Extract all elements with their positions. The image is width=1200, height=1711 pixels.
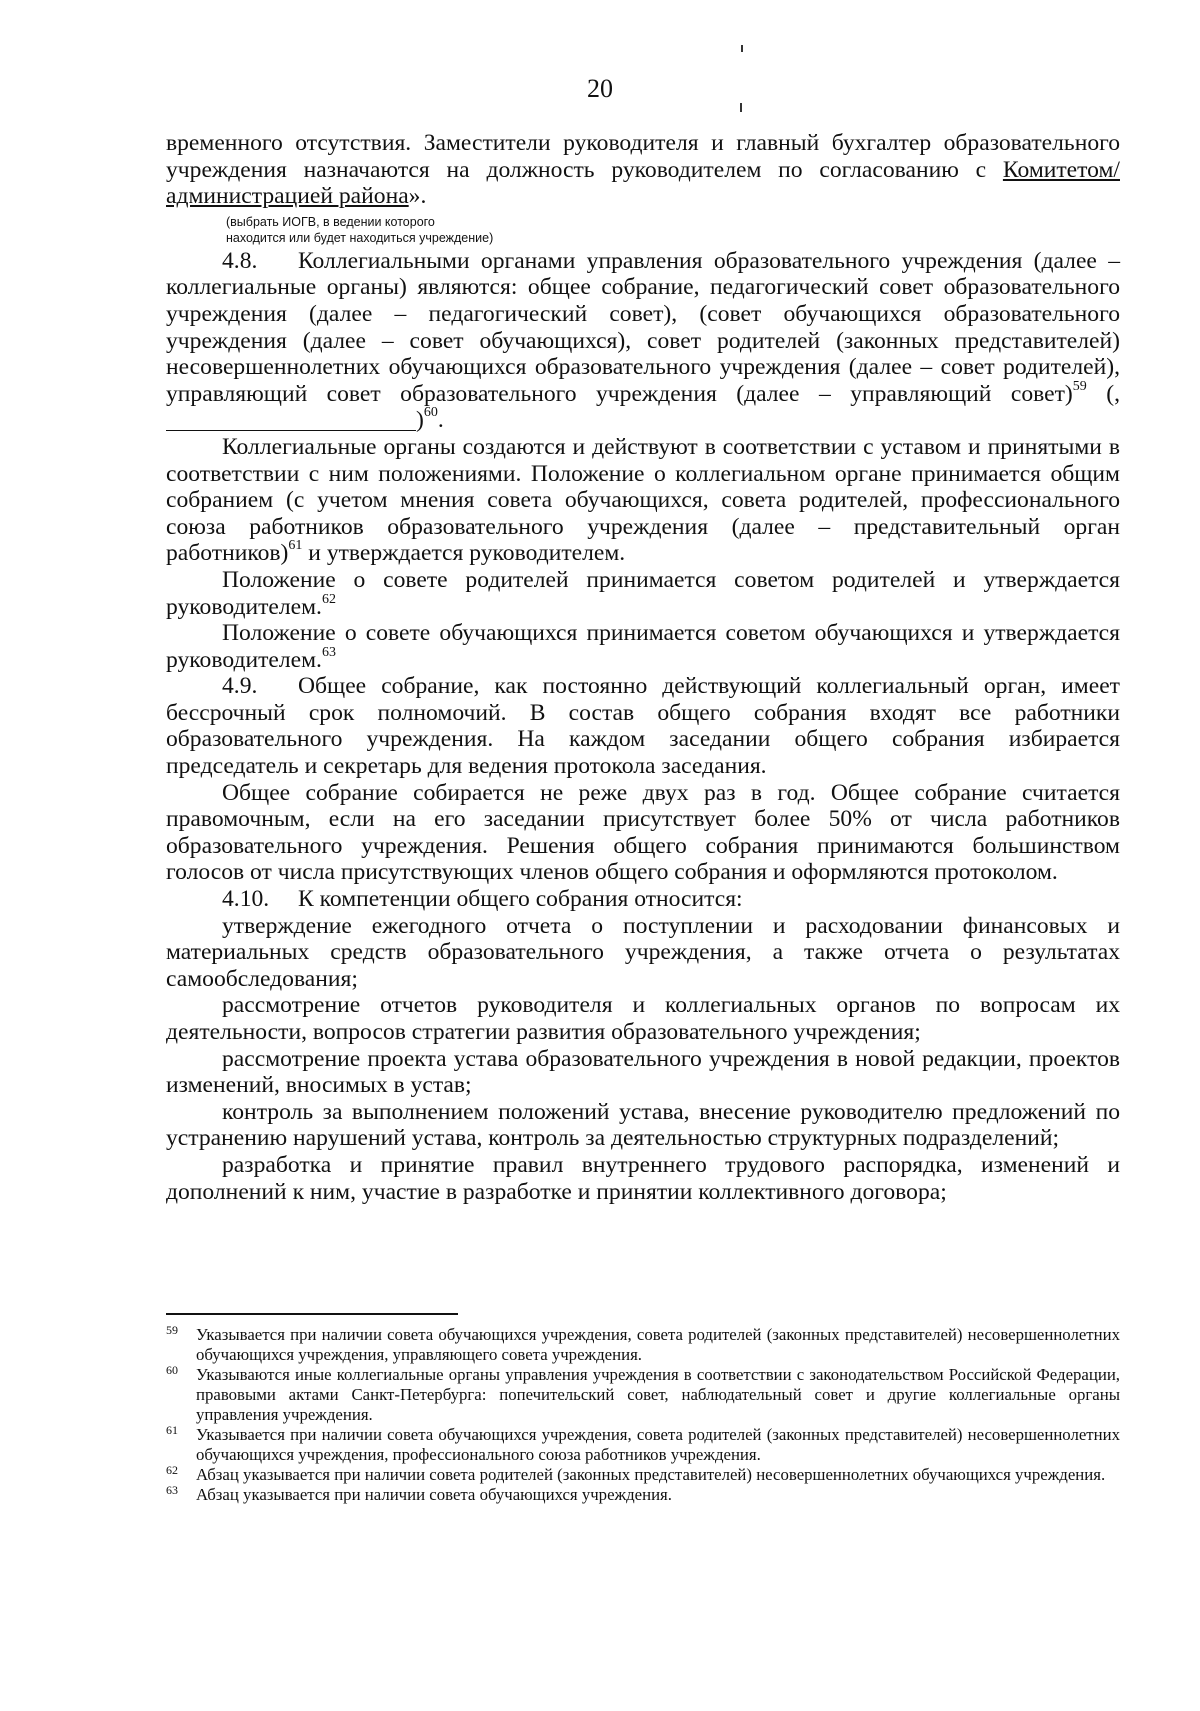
page-number: 20 [587,74,613,103]
footnote-ref: 61 [288,538,303,554]
footnote [166,1425,1120,1465]
footnote [166,1465,1120,1485]
footnote-number: 60 [166,1363,178,1377]
section-4-10: 4.10. К компетенции общего собрания относится: [222,886,743,913]
footnote-number: 63 [166,1483,178,1497]
footnote [166,1365,1120,1425]
footnote-ref: 62 [321,591,336,607]
underlined-placeholder: Комитетом/администрацией района [166,156,1120,210]
paragraph-students-council: Положение о совете обучающихся принимается советом обучающихся и утверждается руководителем.$^{63}$ [166,620,1120,673]
fill-in-blank [166,410,416,431]
footnote [166,1325,1120,1365]
footnote-ref: 59 [1072,378,1087,394]
paragraph-parents-council: Положение о совете родителей принимается советом родителей и утверждается руководителем.$^{62}$ [166,566,1120,620]
paragraph-intro: временного отсутствия. Заместители руководителя и главный бухгалтер образовательного учреждения назначаются на должность руководителем по согласованию с Комитетом/администрацией района». [166,130,1120,210]
section-4-8: 4.8. Коллегиальными органами управления образовательного учреждения (далее – коллегиальные органы) являются: общее собрание, педагогический совет образовательного учреждения (далее – педагогический совет), (совет обучающихся образовательного учреждения (далее – совет обучающихся), совет родителей (законных представителей) несовершеннолетних обучающихся образовательного учреждения (далее – совет родителей), управляющий совет образовательного учреждения (далее – управляющий совет)$^{59}$ (,)$^{60}$. [166,247,1120,434]
footnote-separator [166,1313,458,1315]
document-body [166,130,1120,1205]
footnote-number: 61 [166,1423,178,1437]
footnote-ref: 60 [423,405,438,421]
section-4-9: 4.9. Общее собрание, как постоянно действующий коллегиальный орган, имеет бессрочный срок полномочий. В состав общего собрания входят все работники образовательного учреждения. На каждом заседании общего собрания избирается председатель и секретарь для ведения протокола заседания. [166,673,1120,780]
competence-item: рассмотрение проекта устава образовательного учреждения в новой редакции, проектов изменений, вносимых в устав; [166,1045,1120,1099]
competence-item: разработка и принятие правил внутреннего трудового распорядка, изменений и дополнений к ним, участие в разработке и принятии коллективного договора; [166,1151,1120,1205]
footnote-text: Указывается при наличии совета обучающихся учреждения, совета родителей (законных представителей) несовершеннолетних обучающихся учреждения, профессионального союза работников учреждения. [196,1425,1120,1464]
footnote-number: 62 [166,1463,178,1477]
paragraph-general-meeting: Общее собрание собирается не реже двух раз в год. Общее собрание считается правомочным, если на его заседании присутствует более 50% от числа работников образовательного учреждения. Решения общего собрания принимаются большинством голосов от числа присутствующих членов общего собрания и оформляются протоколом. [166,779,1120,886]
section-number: 4.10. [222,886,270,913]
paragraph-collegial-bodies: Коллегиальные органы создаются и действуют в соответствии с уставом и принятыми в соответствии с ним положениями. Положение о коллегиальном органе принимается общим собранием (с учетом мнения совета обучающихся, совета родителей, профессионального союза работников образовательного учреждения (далее – представительный орган работников)$^{61}$ и утверждается руководителем. [166,433,1120,567]
footnote-number: 59 [166,1323,178,1337]
footnotes [166,1325,1120,1505]
competence-item: рассмотрение отчетов руководителя и коллегиальных органов по вопросам их деятельности, вопросов стратегии развития образовательного учреждения; [166,992,1120,1045]
competence-item: утверждение ежегодного отчета о поступлении и расходовании финансовых и материальных средств образовательного учреждения, а также отчета о результатах самообследования; [166,912,1120,992]
footnote-ref: 63 [321,644,336,660]
scan-mark [741,45,743,52]
inline-note: (выбрать ИОГВ, в ведении которого находится или будет находиться учреждение) [226,214,494,245]
footnote-text: Указывается при наличии совета обучающихся учреждения, совета родителей (законных представителей) несовершеннолетних обучающихся учреждения, управляющего совета учреждения. [196,1325,1120,1364]
scan-mark [740,103,742,112]
footnote-text: Указываются иные коллегиальные органы управления учреждения в соответствии с законодательством Российской Федерации, правовыми актами Санкт-Петербурга: попечительский совет, наблюдательный совет и другие коллегиальные органы управления учреждения. [196,1365,1120,1424]
footnote-text: Абзац указывается при наличии совета родителей (законных представителей) несовершеннолетних обучающихся учреждения. [196,1465,1106,1484]
section-number: 4.9. [222,673,258,700]
section-number: 4.8. [222,247,258,274]
footnote-text: Абзац указывается при наличии совета обучающихся учреждения. [196,1485,672,1504]
competence-item: контроль за выполнением положений устава, внесение руководителю предложений по устранению нарушений устава, контроль за деятельностью структурных подразделений; [166,1098,1120,1152]
footnote [166,1485,1120,1505]
